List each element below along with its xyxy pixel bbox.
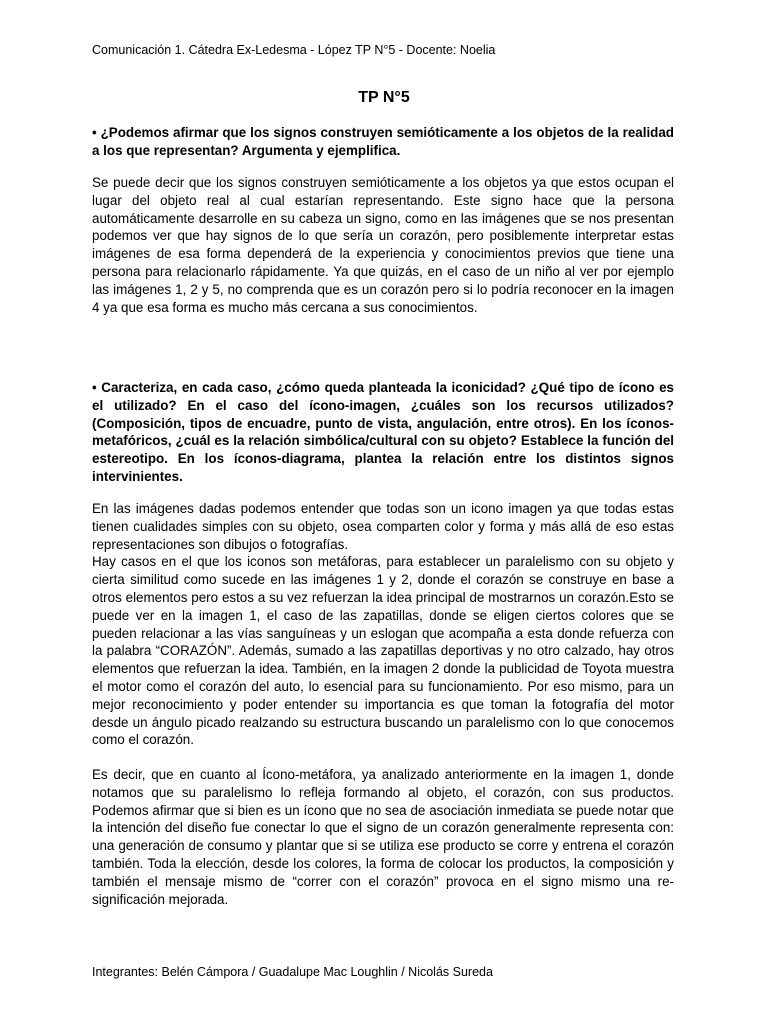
answer-2-paragraph-2: Hay casos en el que los iconos son metáforas, para establecer un paralelismo con su objeto y cierta similitud como sucede en las imágenes 1 y 2, donde el corazón se construye en base a otros elementos pero estos a su vez refuerzan la idea principal de mostrarnos un corazón.Esto se puede ver en la imagen 1, el caso de las zapatillas, donde se eligen ciertos colores que se pueden relacionar a las vías sanguíneas y un eslogan que acompaña a esta donde refuerza con la palabra “CORAZÓN”. Además, sumado a las zapatillas deportivas y no otro calzado, hay otros elementos que refuerzan la idea. También, en la imagen 2 donde la publicidad de Toyota muestra el motor como el corazón del auto, lo esencial para su funcionamiento. Por eso mismo, para un mejor reconocimiento y poder entender su importancia es que toman la fotografía del motor desde un ángulo picado realzando su estructura buscando un paralelismo con lo que conocemos como el corazón.: [92, 554, 674, 748]
answer-2: [92, 500, 674, 749]
page-header: Comunicación 1. Cátedra Ex-Ledesma - López TP N°5 - Docente: Noelia: [92, 43, 496, 57]
answer-1: [92, 174, 674, 316]
answer-3: [92, 766, 674, 908]
question-2: • Caracteriza, en cada caso, ¿cómo queda planteada la iconicidad? ¿Qué tipo de ícono es el utilizado? En el caso del ícono-imagen, ¿cuáles son los recursos utilizados? (Composición, tipos de encuadre, punto de vista, angulación, entre otros). En los íconos-metafóricos, ¿cuál es la relación simbólica/cultural con su objeto? Establece la función del estereotipo. En los íconos-diagrama, plantea la relación entre los distintos signos intervinientes.: [92, 380, 674, 484]
question-1: • ¿Podemos afirmar que los signos construyen semióticamente a los objetos de la realidad a los que representan? Argumenta y ejemplifica.: [92, 125, 674, 158]
answer-1-paragraph: Se puede decir que los signos construyen semióticamente a los objetos ya que estos ocupan el lugar del objeto real al cual estarían representando. Este signo hace que la persona automáticamente desarrolle en su cabeza un signo, como en las imágenes que se nos presentan podemos ver que hay signos de lo que sería un corazón, pero posiblemente interpretar estas imágenes de esa forma dependerá de la experiencia y conocimientos previos que tiene una persona para relacionarlo rápidamente. Ya que quizás, en el caso de un niño al ver por ejemplo las imágenes 1, 2 y 5, no comprenda que es un corazón pero si lo podría reconocer en la imagen 4 ya que esa forma es mucho más cercana a sus conocimientos.: [92, 175, 674, 315]
answer-3-paragraph: Es decir, que en cuanto al Ícono-metáfora, ya analizado anteriormente en la imagen 1, donde notamos que su paralelismo lo refleja formando al objeto, el corazón, con sus productos. Podemos afirmar que si bien es un ícono que no sea de asociación inmediata se puede notar que la intención del diseño fue conectar lo que el signo de un corazón generalmente representa con: una generación de consumo y plantar que si se utiliza ese producto se corre y entrena el corazón también. Toda la elección, desde los colores, la forma de colocar los productos, la composición y también el mensaje mismo de “correr con el corazón” provoca en el signo mismo una re-significación mejorada.: [92, 767, 674, 907]
answer-2-paragraph-1: En las imágenes dadas podemos entender que todas son un icono imagen ya que todas estas tienen cualidades simples con su objeto, osea comparten color y forma y más allá de eso estas representaciones son dibujos o fotografías.: [92, 501, 674, 552]
page-footer: Integrantes: Belén Cámpora / Guadalupe Mac Loughlin / Nicolás Sureda: [92, 965, 493, 979]
document-title: TP N°5: [358, 89, 410, 106]
